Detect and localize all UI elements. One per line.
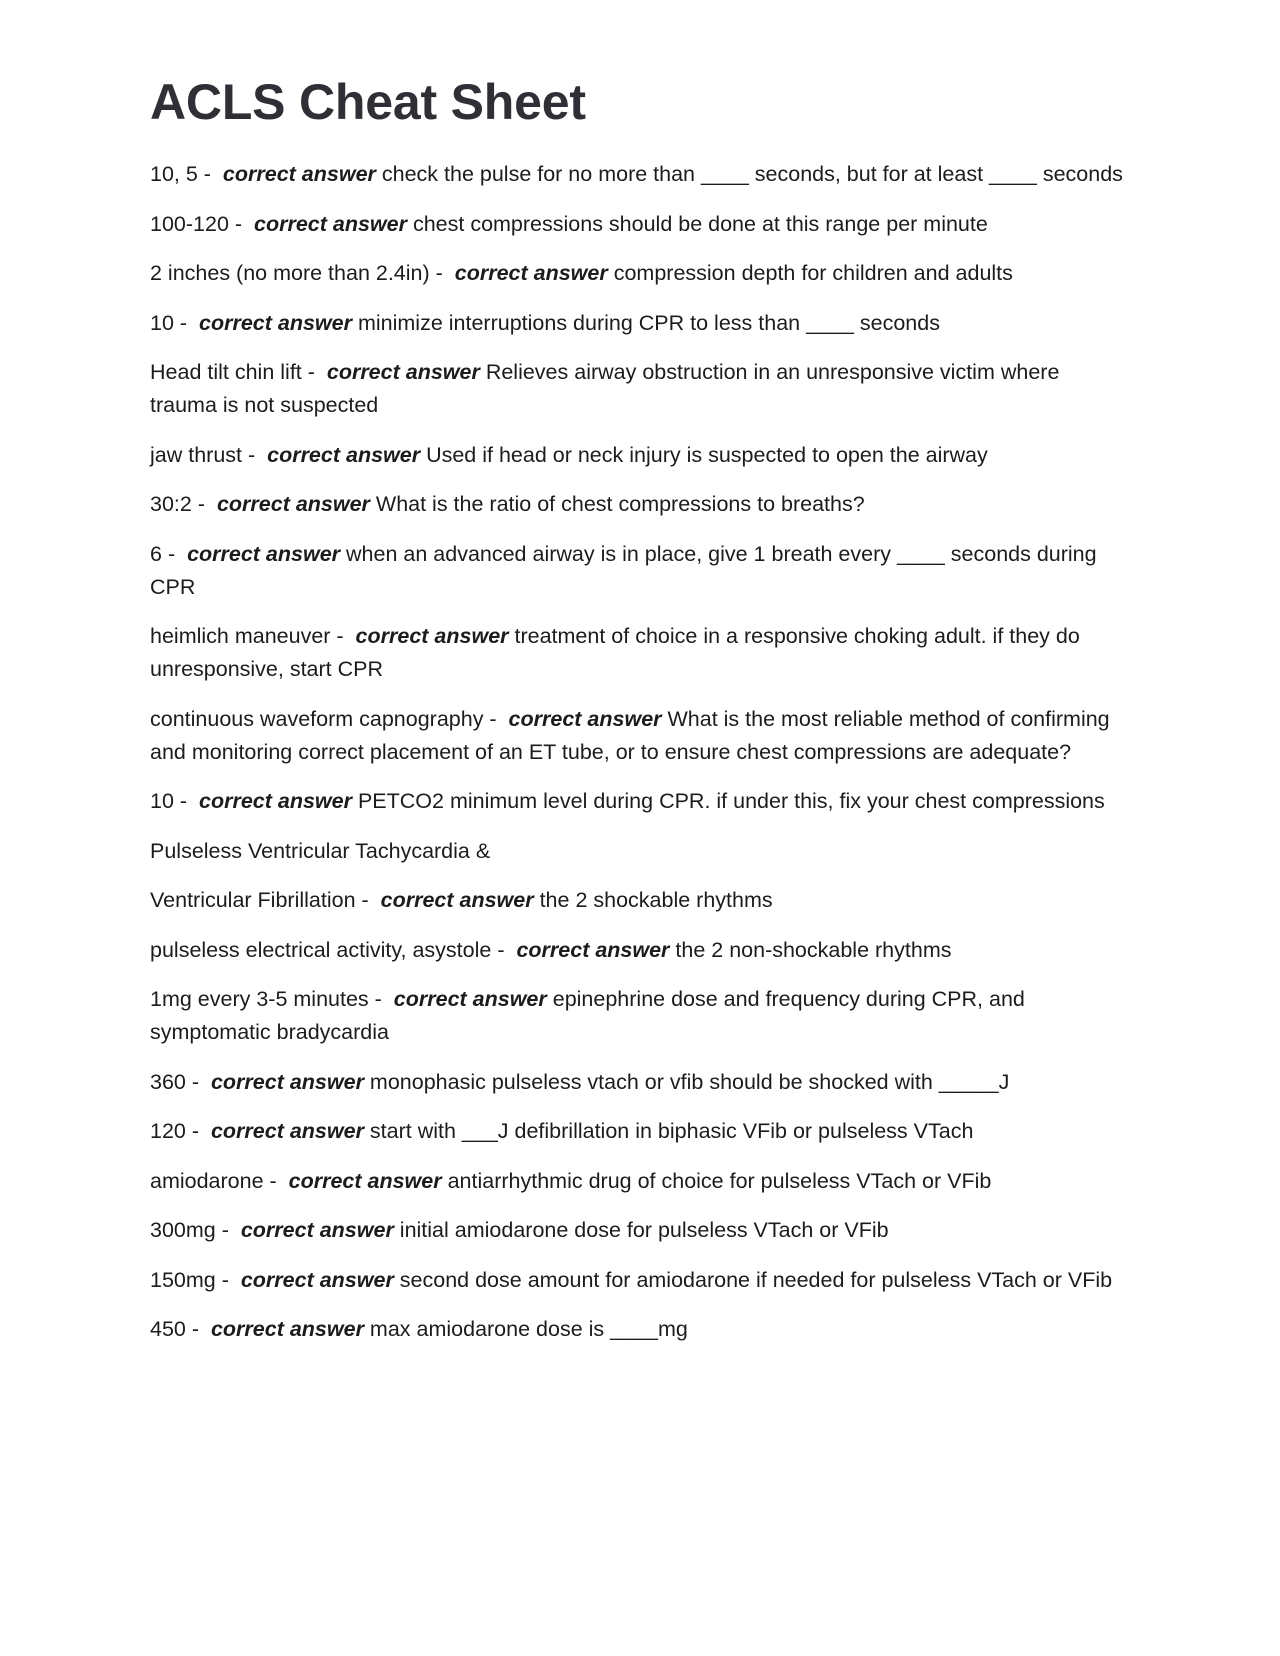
entry-separator: -: [215, 1218, 241, 1242]
flashcard-entry: [150, 1264, 1130, 1297]
entry-definition: minimize interruptions during CPR to less than ____ seconds: [357, 310, 940, 335]
entry-definition: the 2 shockable rhythms: [539, 888, 773, 912]
flashcard-entry: [150, 835, 1130, 868]
correct-answer-label: correct answer: [516, 937, 670, 962]
entry-term: pulseless electrical activity, asystole: [150, 937, 492, 962]
entry-term: 30:2: [150, 492, 192, 516]
flashcard-entry: [150, 1214, 1130, 1247]
entry-definition: What is the ratio of chest compressions to breaths?: [375, 492, 865, 516]
entry-separator: -: [215, 1267, 241, 1292]
flashcard-entry: [150, 356, 1130, 422]
entry-definition: chest compressions should be done at this range per minute: [412, 211, 988, 236]
entry-term: heimlich maneuver: [150, 624, 331, 648]
entry-term: 10, 5: [150, 162, 198, 186]
correct-answer-label: correct answer: [355, 624, 509, 648]
entry-term: 2 inches (no more than 2.4in): [150, 261, 430, 285]
flashcard-list: [150, 158, 1130, 1363]
entry-definition: treatment of choice in a responsive choking adult. if they do unresponsive, start CPR: [150, 624, 1080, 681]
correct-answer-label: correct answer: [267, 442, 421, 467]
correct-answer-label: correct answer: [326, 360, 480, 384]
entry-term: Ventricular Fibrillation: [150, 888, 356, 912]
entry-separator: -: [173, 310, 200, 335]
flashcard-entry: [150, 307, 1130, 340]
entry-definition: initial amiodarone dose for pulseless VTach or VFib: [399, 1218, 889, 1242]
entry-definition: monophasic pulseless vtach or vfib should be shocked with _____J: [369, 1069, 1010, 1094]
entry-definition: max amiodarone dose is ____mg: [369, 1317, 688, 1341]
entry-term: 360: [150, 1069, 186, 1094]
flashcard-entry: [150, 884, 1130, 917]
correct-answer-label: correct answer: [199, 310, 352, 335]
flashcard-entry: [150, 785, 1130, 818]
flashcard-entry: [150, 158, 1130, 191]
entry-term: 10: [150, 310, 174, 335]
entry-term: 1mg every 3-5 minutes: [150, 987, 369, 1011]
correct-answer-label: correct answer: [254, 211, 407, 236]
entry-separator: -: [185, 1119, 211, 1143]
entry-definition: check the pulse for no more than ____ seconds, but for at least ____ seconds: [381, 162, 1123, 186]
correct-answer-label: correct answer: [240, 1218, 394, 1242]
entry-separator: -: [197, 162, 223, 186]
page-title: ACLS Cheat Sheet: [150, 74, 586, 130]
entry-term: amiodarone: [150, 1168, 264, 1193]
entry-separator: -: [483, 706, 509, 731]
correct-answer-label: correct answer: [393, 987, 547, 1011]
correct-answer-label: correct answer: [216, 492, 370, 516]
entry-term: jaw thrust: [150, 442, 243, 467]
entry-term: 100-120: [150, 211, 229, 236]
entry-separator: -: [263, 1168, 289, 1193]
entry-definition: epinephrine dose and frequency during CPR, and symptomatic bradycardia: [150, 987, 1025, 1044]
entry-term: 150mg: [150, 1267, 216, 1292]
correct-answer-label: correct answer: [210, 1069, 364, 1094]
entry-definition: when an advanced airway is in place, give 1 breath every ____ seconds during CPR: [150, 541, 1097, 599]
entry-term: continuous waveform capnography: [150, 706, 484, 731]
entry-term: 300mg: [150, 1218, 216, 1242]
entry-separator: -: [301, 360, 327, 384]
entry-separator: -: [173, 789, 200, 813]
entry-definition: second dose amount for amiodarone if needed for pulseless VTach or VFib: [399, 1267, 1113, 1292]
flashcard-entry: [150, 1115, 1130, 1148]
entry-term: 10: [150, 789, 174, 813]
entry-definition: Used if head or neck injury is suspected to open the airway: [426, 442, 988, 467]
entry-separator: -: [161, 541, 188, 566]
correct-answer-label: correct answer: [380, 888, 534, 912]
entry-definition: start with ___J defibrillation in biphasic VFib or pulseless VTach: [369, 1119, 974, 1143]
flashcard-entry: [150, 538, 1130, 604]
entry-separator: -: [242, 442, 268, 467]
entry-separator: -: [185, 1069, 211, 1094]
flashcard-entry: [150, 1165, 1130, 1198]
entry-definition: What is the most reliable method of confirming and monitoring correct placement of an ET tube, or to ensure chest compressions are adequate?: [150, 706, 1110, 764]
correct-answer-label: correct answer: [508, 706, 662, 731]
flashcard-entry: [150, 208, 1130, 241]
flashcard-entry: [150, 488, 1130, 521]
entry-term: 450: [150, 1317, 186, 1341]
entry-separator: -: [330, 624, 356, 648]
flashcard-entry: [150, 620, 1130, 686]
entry-definition: compression depth for children and adults: [613, 261, 1013, 285]
entry-definition: antiarrhythmic drug of choice for pulseless VTach or VFib: [447, 1168, 992, 1193]
entry-separator: -: [368, 987, 394, 1011]
entry-definition: Relieves airway obstruction in an unresponsive victim where trauma is not suspected: [150, 360, 1060, 417]
correct-answer-label: correct answer: [454, 261, 608, 285]
flashcard-entry: [150, 439, 1130, 472]
entry-term: Head tilt chin lift: [150, 360, 302, 384]
entry-separator: -: [228, 211, 254, 236]
flashcard-entry: [150, 1066, 1130, 1099]
entry-text: Pulseless Ventricular Tachycardia &: [150, 838, 491, 863]
correct-answer-label: correct answer: [240, 1267, 394, 1292]
entry-separator: -: [355, 888, 381, 912]
entry-separator: -: [491, 937, 517, 962]
flashcard-entry: [150, 1313, 1130, 1346]
correct-answer-label: correct answer: [199, 789, 352, 813]
correct-answer-label: correct answer: [288, 1168, 442, 1193]
flashcard-entry: [150, 983, 1130, 1049]
correct-answer-label: correct answer: [222, 162, 376, 186]
flashcard-entry: [150, 257, 1130, 290]
entry-separator: -: [185, 1317, 211, 1341]
correct-answer-label: correct answer: [210, 1119, 364, 1143]
entry-separator: -: [191, 492, 217, 516]
entry-definition: PETCO2 minimum level during CPR. if under this, fix your chest compressions: [357, 789, 1105, 813]
entry-definition: the 2 non-shockable rhythms: [675, 937, 952, 962]
flashcard-entry: [150, 934, 1130, 967]
entry-term: 6: [150, 541, 162, 566]
flashcard-entry: [150, 703, 1130, 769]
correct-answer-label: correct answer: [210, 1317, 364, 1341]
correct-answer-label: correct answer: [187, 541, 341, 566]
entry-separator: -: [429, 261, 455, 285]
entry-term: 120: [150, 1119, 186, 1143]
